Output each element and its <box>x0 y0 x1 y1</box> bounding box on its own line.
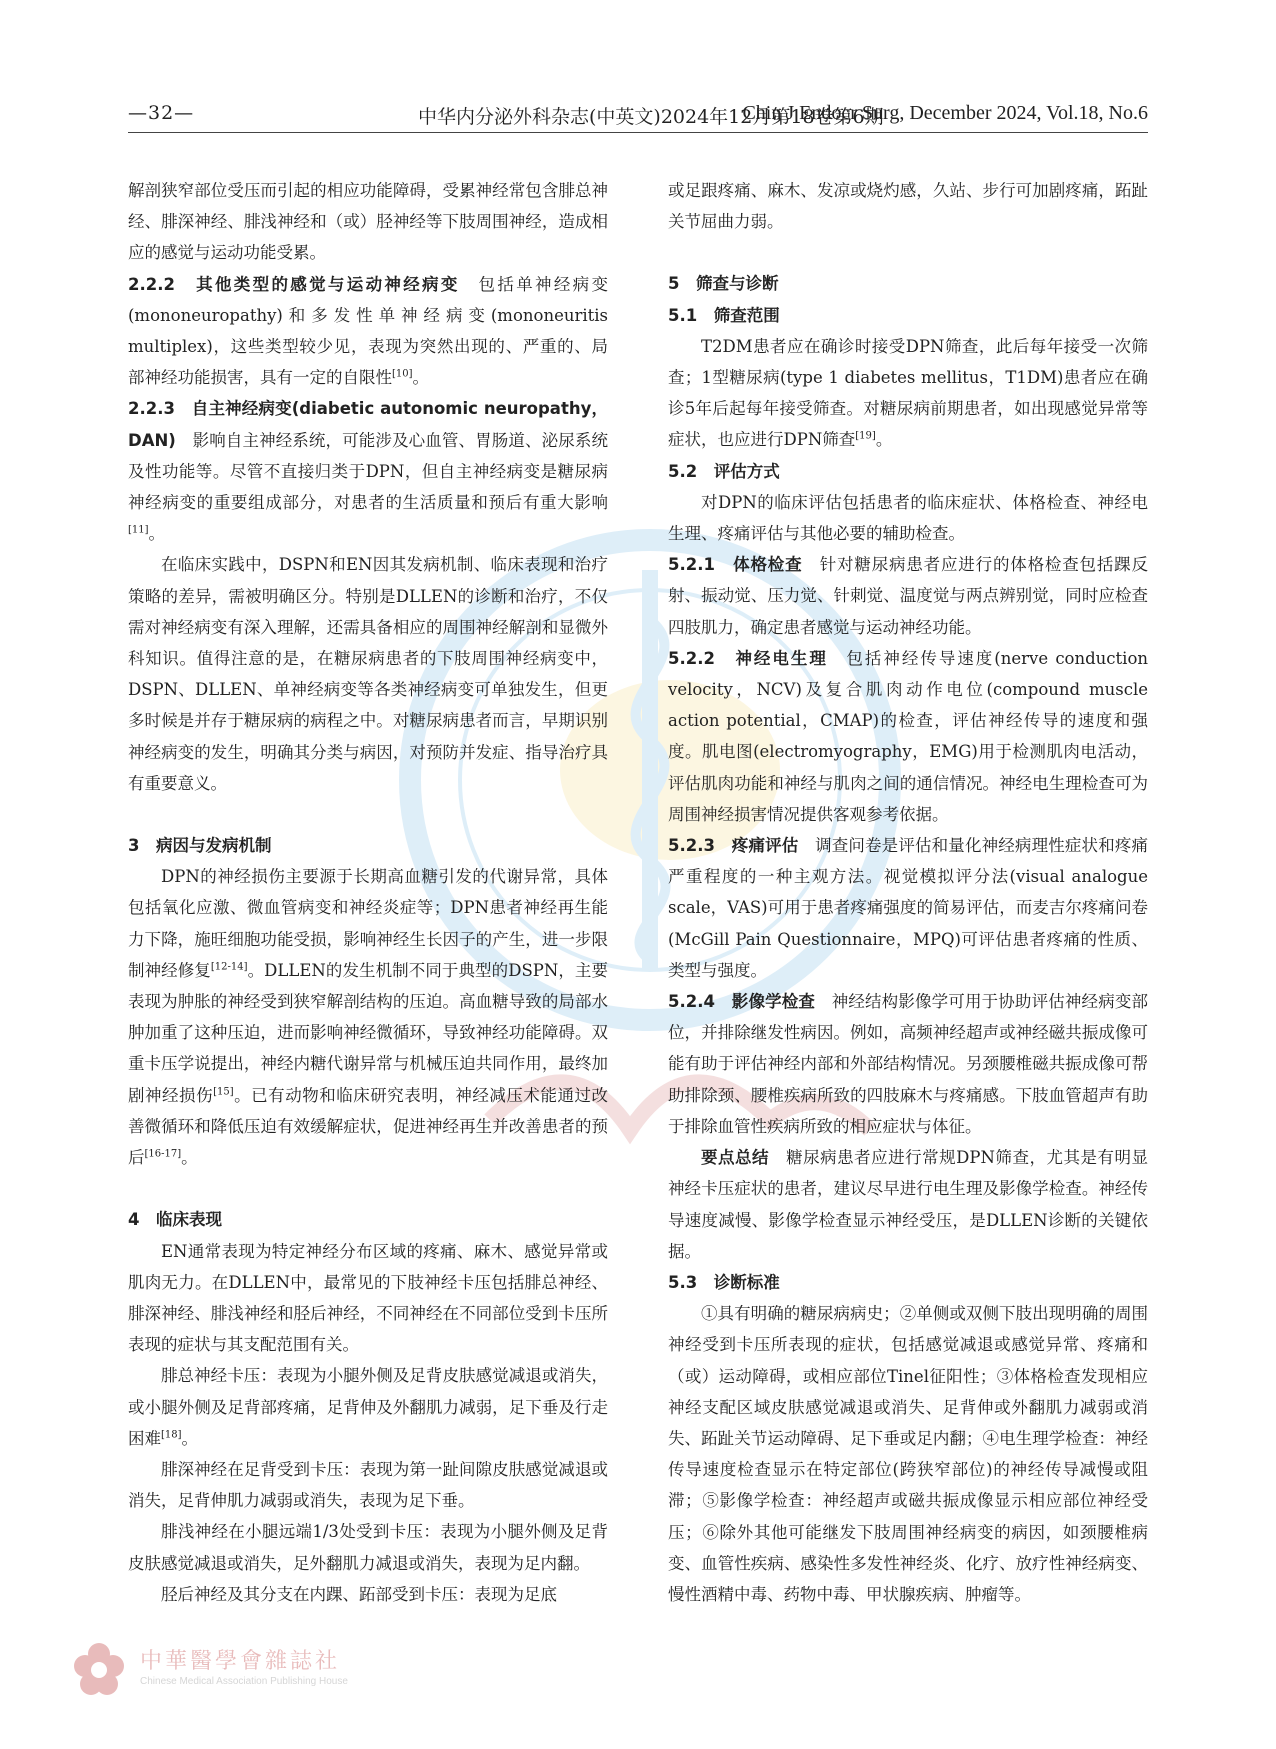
publisher-name-cn: 中華醫學會雜誌社 <box>140 1649 341 1674</box>
paragraph: EN通常表现为特定神经分布区域的疼痛、麻木、感觉异常或肌肉无力。在DLLEN中，最常见的下肢神经卡压包括腓总神经、腓深神经、腓浅神经和胫后神经，不同神经在不同部位受到卡压所表现的症状与其支配范围有关。 <box>128 1241 608 1355</box>
section-2-2-3: 2.2.3 自主神经病变(diabetic autonomic neuropathy，DAN) 影响自主神经系统，可能涉及心血管、胃肠道、泌尿系统及性功能等。尽管不直接归类于DPN，但自主神经病变是糖尿病神经病变的重要组成部分，对患者的生活质量和预后有重大影响[11]。 <box>128 399 609 544</box>
journal-title-en: Chin J Endocr Surg, December 2024, Vol.18, No.6 <box>742 102 1148 124</box>
paragraph: T2DM患者应在确诊时接受DPN筛查，此后每年接受一次筛查；1型糖尿病(type 1 diabetes mellitus，T1DM)患者应在确诊5年后起每年接受筛查。对糖尿病前期患者，如出现感觉异常等症状，也应进行DPN筛查[19]。 <box>668 336 1148 450</box>
citation: [16-17] <box>144 1148 182 1160</box>
section-heading-5-3: 5.3 诊断标准 <box>668 1272 780 1292</box>
citation: [11] <box>128 524 149 536</box>
section-heading-5-2: 5.2 评估方式 <box>668 461 780 481</box>
section-5-2-2: 5.2.2 神经电生理 包括神经传导速度(nerve conduction velocity，NCV)及复合肌肉动作电位(compound muscle action potential，CMAP)的检查，评估神经传导的速度和强度。肌电图(electromyography，EMG)用于检测肌肉电活动，评估肌肉功能和神经与肌肉之间的通信情况。神经电生理检查可为周围神经损害情况提供客观参考依据。 <box>668 648 1149 824</box>
paragraph: 腓总神经卡压：表现为小腿外侧及足背皮肤感觉减退或消失，或小腿外侧及足背部疼痛，足背伸及外翻肌力减弱，足下垂及行走困难[18]。 <box>128 1366 608 1448</box>
section-5-2-3: 5.2.3 疼痛评估 调查问卷是评估和量化神经病理性症状和疼痛严重程度的一种主观方法。视觉模拟评分法(visual analogue scale，VAS)可用于患者疼痛强度的简易评估，而麦吉尔疼痛问卷(McGill Pain Questionnaire，MPQ)可评估患者疼痛的性质、类型与强度。 <box>668 836 1148 980</box>
section-heading: 2.2.3 自主神经病变(diabetic autonomic neuropathy，DAN) <box>128 399 608 450</box>
section-2-2-2: 2.2.2 其他类型的感觉与运动神经病变 包括单神经病变(mononeuropathy)和多发性单神经病变(mononeuritis multiplex)，这些类型较少见，表现为突然出现的、严重的、局部神经功能损害，具有一定的自限性[10]。 <box>128 274 609 388</box>
section-5-2-4: 5.2.4 影像学检查 神经结构影像学可用于协助评估神经病变部位，并排除继发性病因。例如，高频神经超声或神经磁共振成像可能有助于评估神经内部和外部结构情况。另颈腰椎磁共振成像可帮助排除颈、腰椎疾病所致的四肢麻木与疼痛感。下肢血管超声有助于排除血管性疾病所致的相应症状与体征。 <box>668 992 1148 1136</box>
section-5-2-1: 5.2.1 体格检查 针对糖尿病患者应进行的体格检查包括踝反射、振动觉、压力觉、针刺觉、温度觉与两点辨别觉，同时应检查四肢肌力，确定患者感觉与运动神经功能。 <box>668 555 1149 637</box>
citation: [19] <box>855 430 876 442</box>
section-heading-5: 5 筛查与诊断 <box>668 274 779 294</box>
journal-title-cn: 中华内分泌外科杂志(中英文)2024年12月第18卷第6期 <box>418 106 884 128</box>
publisher-name-en: Chinese Medical Association Publishing House <box>140 1676 348 1687</box>
section-heading-4: 4 临床表现 <box>128 1210 222 1230</box>
paragraph: 在临床实践中，DSPN和EN因其发病机制、临床表现和治疗策略的差异，需被明确区分。特别是DLLEN的诊断和治疗，不仅需对神经病变有深入理解，还需具备相应的周围神经解剖和显微外科知识。值得注意的是，在糖尿病患者的下肢周围神经病变中，DSPN、DLLEN、单神经病变等各类神经病变可单独发生，但更多时候是并存于糖尿病的病程之中。对糖尿病患者而言，早期识别神经病变的发生，明确其分类与病因，对预防并发症、指导治疗具有重要意义。 <box>128 555 608 793</box>
paragraph: 胫后神经及其分支在内踝、跖部受到卡压：表现为足底 <box>161 1584 557 1604</box>
section-heading: 2.2.2 其他类型的感觉与运动神经病变 <box>128 274 460 294</box>
right-column <box>668 175 1148 1610</box>
paragraph: 对DPN的临床评估包括患者的临床症状、体格检查、神经电生理、疼痛评估与其他必要的辅助检查。 <box>668 492 1148 544</box>
page-number: —32— <box>128 102 195 124</box>
section-heading-5-1: 5.1 筛查范围 <box>668 305 780 325</box>
page-header <box>128 102 1148 133</box>
paragraph: ①具有明确的糖尿病病史；②单侧或双侧下肢出现明确的周围神经受到卡压所表现的症状，包括感觉减退或感觉异常、疼痛和（或）运动障碍，或相应部位Tinel征阳性；③体格检查发现相应神经支配区域皮肤感觉减退或消失、足背伸或外翻肌力减弱或消失、跖趾关节运动障碍、足下垂或足内翻；④电生理学检查：神经传导速度检查显示在特定部位(跨狭窄部位)的神经传导减慢或阻滞；⑤影像学检查：神经超声或磁共振成像显示相应部位神经受压；⑥除外其他可能继发下肢周围神经病变的病因，如颈腰椎病变、血管性疾病、感染性多发性神经炎、化疗、放疗性神经病变、慢性酒精中毒、药物中毒、甲状腺疾病、肿瘤等。 <box>668 1304 1148 1604</box>
citation: [15] <box>213 1086 234 1098</box>
citation: [12-14] <box>210 961 248 973</box>
key-points: 要点总结 糖尿病患者应进行常规DPN筛查，尤其是有明显神经卡压症状的患者，建议尽早进行电生理及影像学检查。神经传导速度减慢、影像学检查显示神经受压，是DLLEN诊断的关键依据。 <box>668 1148 1149 1261</box>
publisher-logo <box>70 1640 590 1700</box>
paragraph: 或足跟疼痛、麻木、发凉或烧灼感，久站、步行可加剧疼痛，跖趾关节屈曲力弱。 <box>668 181 1148 232</box>
flower-icon <box>70 1640 128 1698</box>
paragraph: 腓深神经在足背受到卡压：表现为第一趾间隙皮肤感觉减退或消失，足背伸肌力减弱或消失，表现为足下垂。 <box>128 1459 608 1511</box>
left-column <box>128 175 608 1610</box>
paragraph: 腓浅神经在小腿远端1/3处受到卡压：表现为小腿外侧及足背皮肤感觉减退或消失，足外翻肌力减退或消失，表现为足内翻。 <box>128 1522 608 1573</box>
citation: [18] <box>161 1429 182 1441</box>
paragraph: DPN的神经损伤主要源于长期高血糖引发的代谢异常，具体包括氧化应激、微血管病变和神经炎症等；DPN患者神经再生能力下降，施旺细胞功能受损，影响神经生长因子的产生，进一步限制神经修复[12-14]。DLLEN的发生机制不同于典型的DSPN，主要表现为肿胀的神经受到狭窄解剖结构的压迫。高血糖导致的局部水肿加重了这种压迫，进而影响神经微循环，导致神经功能障碍。双重卡压学说提出，神经内糖代谢异常与机械压迫共同作用，最终加剧神经损伤[15]。已有动物和临床研究表明，神经减压术能通过改善微循环和降低压迫有效缓解症状，促进神经再生并改善患者的预后[16-17]。 <box>128 867 609 1168</box>
section-heading-3: 3 病因与发病机制 <box>128 836 272 856</box>
paragraph: 解剖狭窄部位受压而引起的相应功能障碍，受累神经常包含腓总神经、腓深神经、腓浅神经和（或）胫神经等下肢周围神经，造成相应的感觉与运动功能受累。 <box>128 181 608 263</box>
citation: [10] <box>392 368 413 380</box>
